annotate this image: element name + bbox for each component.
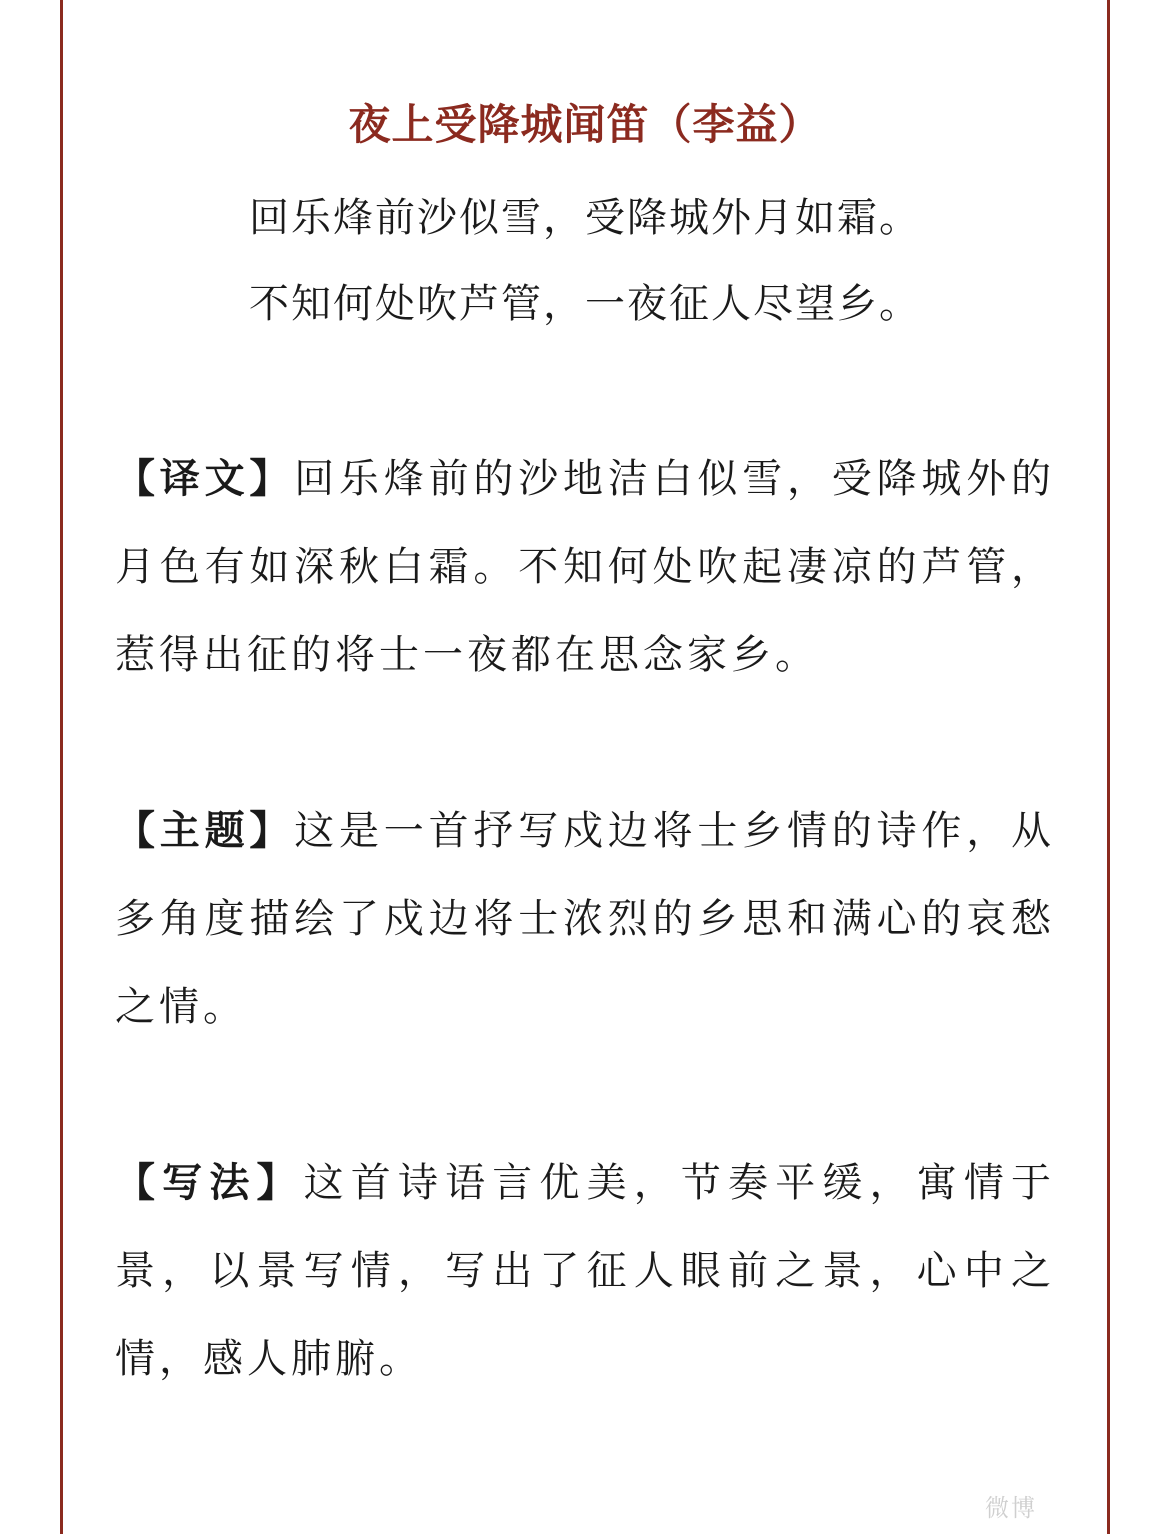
- section-text-theme: 这是一首抒写戍边将士乡情的诗作，从多角度描绘了戍边将士浓烈的乡思和满心的哀愁之情。: [115, 808, 1056, 1030]
- section-translation: [115, 435, 1055, 699]
- poem-body: [115, 175, 1055, 347]
- right-border-line: [1107, 0, 1110, 1534]
- section-text-translation: 回乐烽前的沙地洁白似雪，受降城外的月色有如深秋白霜。不知何处吹起凄凉的芦管，惹得出征的将士一夜都在思念家乡。: [115, 456, 1056, 678]
- watermark: 微博: [985, 1494, 1037, 1522]
- poem-title: 夜上受降城闻笛（李益）: [348, 100, 822, 149]
- section-label-theme: 【主题】: [115, 808, 295, 854]
- document-content: [115, 95, 1055, 1403]
- section-text-technique: 这首诗语言优美，节奏平缓，寓情于景，以景写情，写出了征人眼前之景，心中之情，感人肺腑。: [115, 1160, 1056, 1382]
- section-technique: [115, 1139, 1055, 1403]
- section-label-technique: 【写法】: [115, 1160, 304, 1206]
- section-theme: [115, 787, 1055, 1051]
- poem-line-1: 回乐烽前沙似雪，受降城外月如霜。: [249, 195, 921, 241]
- left-border-line: [60, 0, 63, 1534]
- poem-line-2: 不知何处吹芦管，一夜征人尽望乡。: [249, 281, 921, 327]
- section-label-translation: 【译文】: [115, 456, 295, 502]
